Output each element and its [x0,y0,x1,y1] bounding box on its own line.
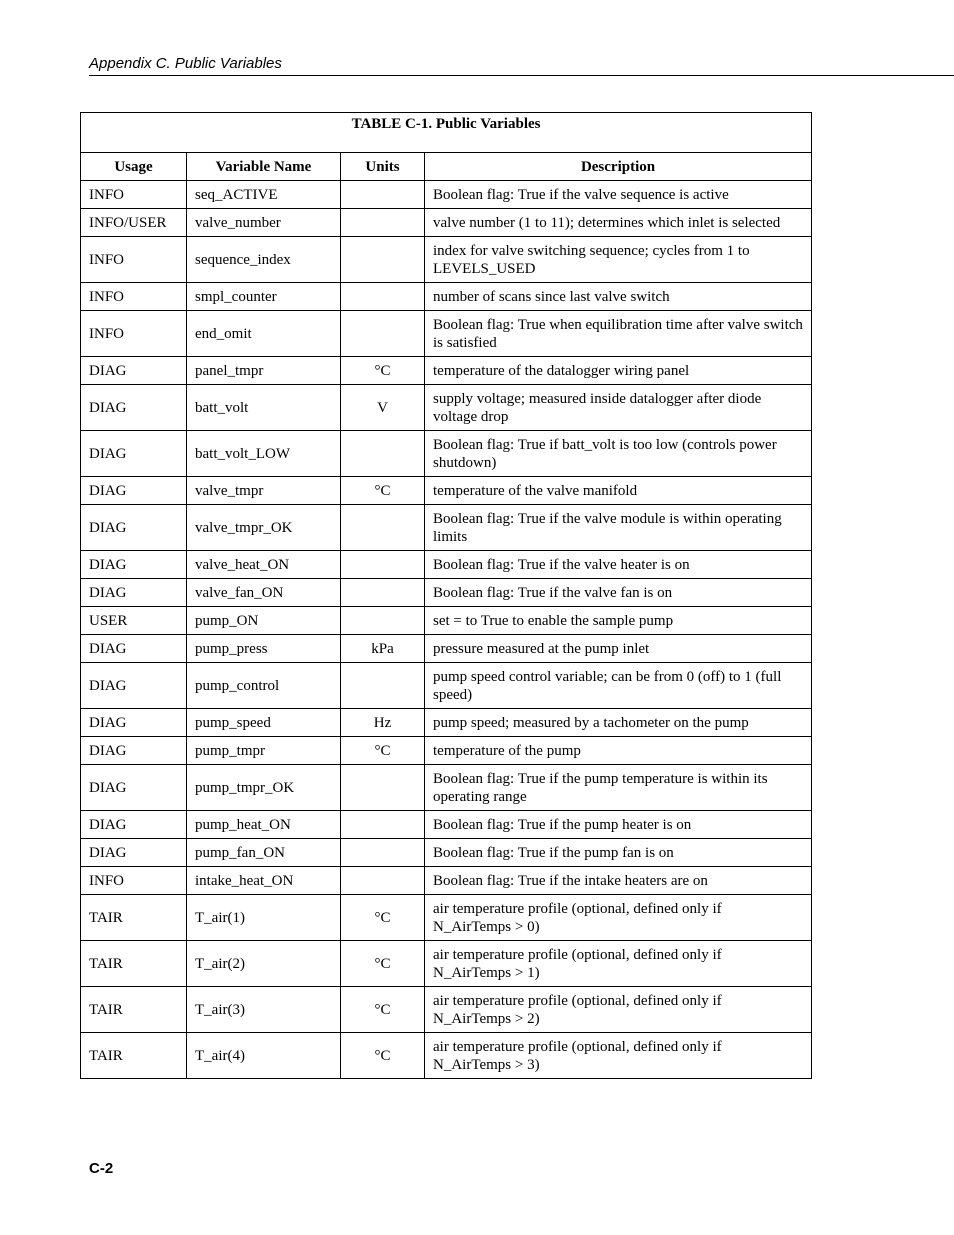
cell-variable-name: seq_ACTIVE [187,181,341,209]
public-variables-table [80,112,812,1079]
cell-units [341,811,425,839]
cell-variable-name: pump_press [187,635,341,663]
table-row [81,895,812,941]
cell-units [341,181,425,209]
cell-description: Boolean flag: True if the pump temperature is within its operating range [425,765,812,811]
column-header-description: Description [425,153,812,181]
cell-variable-name: pump_control [187,663,341,709]
table-row [81,765,812,811]
cell-usage: DIAG [81,709,187,737]
page-number: C-2 [89,1160,114,1177]
table-row [81,839,812,867]
cell-variable-name: valve_heat_ON [187,551,341,579]
cell-variable-name: pump_speed [187,709,341,737]
cell-units: °C [341,941,425,987]
cell-usage: DIAG [81,765,187,811]
cell-units [341,867,425,895]
table-row [81,811,812,839]
table-row [81,1033,812,1079]
cell-units: °C [341,895,425,941]
cell-usage: INFO [81,311,187,357]
cell-variable-name: pump_tmpr_OK [187,765,341,811]
cell-units: °C [341,357,425,385]
cell-units [341,505,425,551]
cell-usage: DIAG [81,579,187,607]
cell-variable-name: valve_tmpr_OK [187,505,341,551]
cell-variable-name: intake_heat_ON [187,867,341,895]
table-row [81,431,812,477]
cell-description: Boolean flag: True if the valve sequence is active [425,181,812,209]
cell-usage: INFO [81,867,187,895]
column-header-units: Units [341,153,425,181]
cell-usage: DIAG [81,551,187,579]
cell-variable-name: end_omit [187,311,341,357]
cell-description: index for valve switching sequence; cycles from 1 to LEVELS_USED [425,237,812,283]
cell-description: Boolean flag: True if the valve module is within operating limits [425,505,812,551]
cell-description: set = to True to enable the sample pump [425,607,812,635]
table-row [81,579,812,607]
cell-usage: INFO [81,181,187,209]
cell-units: °C [341,737,425,765]
table-row [81,663,812,709]
cell-description: pump speed; measured by a tachometer on the pump [425,709,812,737]
cell-units [341,839,425,867]
cell-variable-name: T_air(2) [187,941,341,987]
table-row [81,477,812,505]
table-row [81,737,812,765]
cell-variable-name: pump_fan_ON [187,839,341,867]
cell-description: Boolean flag: True if the valve heater is on [425,551,812,579]
cell-description: Boolean flag: True if the valve fan is on [425,579,812,607]
cell-units [341,209,425,237]
cell-description: pump speed control variable; can be from 0 (off) to 1 (full speed) [425,663,812,709]
cell-description: pressure measured at the pump inlet [425,635,812,663]
cell-usage: DIAG [81,635,187,663]
cell-units [341,663,425,709]
table-row [81,237,812,283]
cell-description: air temperature profile (optional, defined only if N_AirTemps > 2) [425,987,812,1033]
column-header-row [81,153,812,181]
cell-units [341,431,425,477]
cell-usage: INFO/USER [81,209,187,237]
cell-description: Boolean flag: True if the pump heater is on [425,811,812,839]
table-row [81,181,812,209]
column-header-variable-name: Variable Name [187,153,341,181]
cell-description: Boolean flag: True when equilibration time after valve switch is satisfied [425,311,812,357]
cell-units [341,579,425,607]
table-row [81,551,812,579]
cell-description: Boolean flag: True if batt_volt is too low (controls power shutdown) [425,431,812,477]
cell-units: kPa [341,635,425,663]
cell-units: °C [341,1033,425,1079]
table-row [81,635,812,663]
cell-description: supply voltage; measured inside datalogger after diode voltage drop [425,385,812,431]
cell-description: air temperature profile (optional, defined only if N_AirTemps > 1) [425,941,812,987]
cell-usage: DIAG [81,477,187,505]
table-row [81,505,812,551]
cell-units [341,311,425,357]
cell-usage: DIAG [81,505,187,551]
cell-description: temperature of the valve manifold [425,477,812,505]
cell-variable-name: valve_number [187,209,341,237]
table-caption: TABLE C-1. Public Variables [81,113,812,153]
table-row [81,209,812,237]
cell-usage: DIAG [81,839,187,867]
cell-units [341,551,425,579]
cell-variable-name: valve_tmpr [187,477,341,505]
cell-usage: INFO [81,237,187,283]
cell-description: air temperature profile (optional, defined only if N_AirTemps > 0) [425,895,812,941]
cell-usage: DIAG [81,385,187,431]
cell-usage: TAIR [81,941,187,987]
cell-variable-name: pump_heat_ON [187,811,341,839]
cell-variable-name: pump_ON [187,607,341,635]
cell-description: Boolean flag: True if the pump fan is on [425,839,812,867]
cell-variable-name: batt_volt_LOW [187,431,341,477]
table-row [81,941,812,987]
cell-usage: TAIR [81,895,187,941]
table-row [81,709,812,737]
cell-variable-name: T_air(3) [187,987,341,1033]
table-row [81,357,812,385]
cell-variable-name: smpl_counter [187,283,341,311]
cell-usage: INFO [81,283,187,311]
cell-usage: DIAG [81,737,187,765]
cell-description: valve number (1 to 11); determines which inlet is selected [425,209,812,237]
cell-variable-name: sequence_index [187,237,341,283]
cell-description: temperature of the pump [425,737,812,765]
cell-description: number of scans since last valve switch [425,283,812,311]
running-header: Appendix C. Public Variables [89,55,282,72]
cell-usage: DIAG [81,811,187,839]
table-row [81,385,812,431]
cell-variable-name: pump_tmpr [187,737,341,765]
cell-usage: DIAG [81,663,187,709]
table-row [81,311,812,357]
table-row [81,283,812,311]
cell-variable-name: T_air(1) [187,895,341,941]
cell-usage: TAIR [81,1033,187,1079]
cell-description: Boolean flag: True if the intake heaters are on [425,867,812,895]
cell-units: V [341,385,425,431]
cell-description: temperature of the datalogger wiring panel [425,357,812,385]
cell-usage: DIAG [81,357,187,385]
table-row [81,867,812,895]
table-row [81,607,812,635]
header-rule [89,75,954,76]
cell-units: °C [341,987,425,1033]
table-body [81,181,812,1079]
cell-units [341,283,425,311]
cell-variable-name: batt_volt [187,385,341,431]
cell-usage: USER [81,607,187,635]
cell-variable-name: T_air(4) [187,1033,341,1079]
cell-usage: TAIR [81,987,187,1033]
cell-usage: DIAG [81,431,187,477]
cell-units: °C [341,477,425,505]
cell-units [341,607,425,635]
cell-variable-name: valve_fan_ON [187,579,341,607]
table-row [81,987,812,1033]
cell-units [341,765,425,811]
cell-variable-name: panel_tmpr [187,357,341,385]
column-header-usage: Usage [81,153,187,181]
cell-description: air temperature profile (optional, defined only if N_AirTemps > 3) [425,1033,812,1079]
cell-units: Hz [341,709,425,737]
cell-units [341,237,425,283]
